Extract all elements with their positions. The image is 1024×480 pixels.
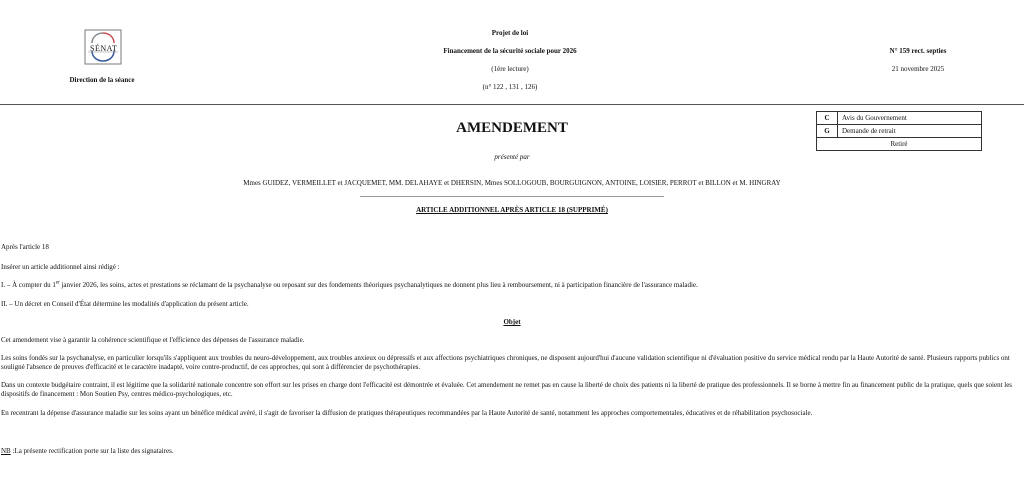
objet-paragraph: Dans un contexte budgétaire contraint, il est légitime que la solidarité nationale concentre son effort sur les prises en charge dont l'efficacité est démontrée et évaluée. Cet amendement ne remet pas en cause la liberté de choix des patients ni la liberté de pratique des professionnels. Il se borne à mettre fin au financement public de la pratique, quels que soient les dispositifs de financement : Mon Soutien Psy, centres médico-psychologiques, etc.	[1, 381, 1013, 398]
direction-label: Direction de la séance	[69, 76, 135, 84]
opinion-label: Avis du Gouvernement	[838, 112, 982, 125]
authors-list: Mmes GUIDEZ, VERMEILLET et JACQUEMET, MM. DELAHAYE et DHERSIN, Mmes SOLLOGOUB, BOURGUIGNON, ANTOINE, LOISIER, PERROT et BILLON et M. HINGRAY	[243, 179, 781, 187]
opinion-code: C	[817, 112, 838, 125]
superscript: er	[55, 280, 60, 286]
opinion-code: G	[817, 125, 838, 138]
project-title: Financement de la sécurité sociale pour 2026	[443, 47, 577, 55]
table-row	[817, 112, 982, 125]
objet-paragraph: Cet amendement vise à garantir la cohérence scientifique et l'efficience des dépenses de l'assurance maladie.	[1, 336, 305, 344]
amendment-status: Retiré	[817, 138, 982, 151]
page-title: AMENDEMENT	[456, 120, 568, 136]
amendment-date: 21 novembre 2025	[891, 65, 945, 73]
project-label: Projet de loi	[491, 29, 529, 37]
nb-label: NB	[1, 447, 11, 455]
authors-divider	[360, 196, 664, 197]
presented-by: présenté par	[494, 153, 530, 161]
body-text: janvier 2026, les soins, actes et prestations se réclamant de la psychanalyse ou reposant sur des fondements théoriques psychanalytiques ne donnent plus lieu à remboursement, ni à participation financière de l'assurance maladie.	[59, 281, 698, 289]
body-paragraph	[1, 281, 1023, 290]
amendment-number: N° 159 rect. septies	[889, 47, 947, 55]
body-paragraph: Après l'article 18	[1, 243, 49, 251]
government-opinion-table	[816, 111, 982, 151]
body-text: I. – À compter du 1	[1, 281, 56, 289]
body-paragraph: II. – Un décret en Conseil d'État détermine les modalités d'application du présent article.	[1, 300, 249, 308]
table-row	[817, 138, 982, 151]
objet-paragraph: Les soins fondés sur la psychanalyse, en particulier lorsqu'ils s'appliquent aux troubles du neuro-développement, aux troubles anxieux ou dépressifs et aux affections psychiatriques chroniques, ne disposent aujourd'hui d'aucune validation scientifique ni d'évaluation positive du service médical rendu par la Haute Autorité de santé. Plusieurs rapports publics ont souligné l'absence de preuves d'efficacité et le caractère inadapté, voire contre-productif, de ces approches, qui sont à différencier de psychothérapies.	[1, 354, 1010, 371]
article-heading: ARTICLE ADDITIONNEL APRÈS ARTICLE 18 (SUPPRIMÉ)	[416, 206, 608, 214]
objet-paragraph: En recentrant la dépense d'assurance maladie sur les soins ayant un bénéfice médical avéré, il s'agit de favoriser la diffusion de pratiques thérapeutiques recommandées par la Haute Autorité de santé, notamment les approches comportementales, éducatives et de réhabilitation psychosociale.	[1, 409, 813, 417]
objet-heading: Objet	[503, 318, 521, 326]
nb-note	[1, 447, 1023, 456]
header-divider	[0, 104, 1024, 105]
senat-logo-text: SÉNAT	[90, 44, 118, 53]
opinion-label: Demande de retrait	[838, 125, 982, 138]
reading-label: (1ère lecture)	[491, 65, 529, 73]
table-row	[817, 125, 982, 138]
body-paragraph: Insérer un article additionnel ainsi rédigé :	[1, 263, 120, 271]
text-numbers: (n° 122 , 131 , 126)	[482, 83, 538, 91]
nb-text: :La présente rectification porte sur la liste des signataires.	[10, 447, 174, 455]
